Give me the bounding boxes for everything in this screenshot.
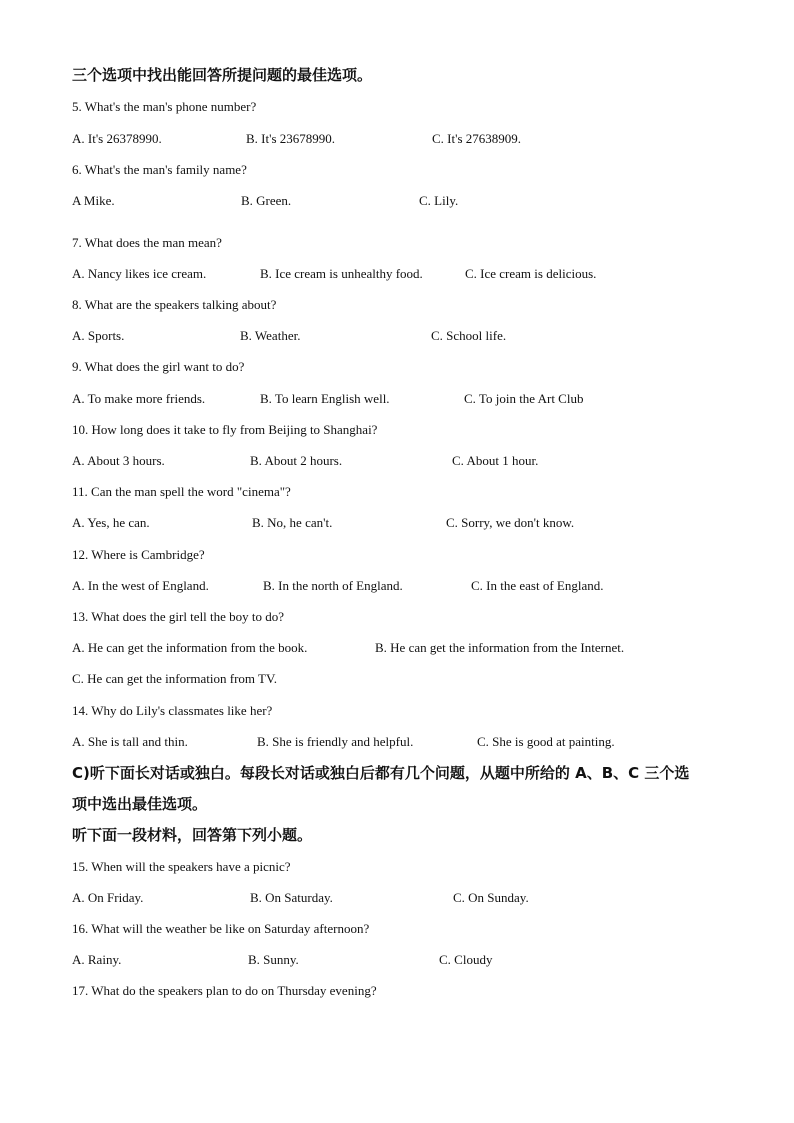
question-15: 15. When will the speakers have a picnic?: [72, 859, 291, 874]
option-b: B. On Saturday.: [250, 890, 333, 905]
option-a: A. It's 26378990.: [72, 131, 162, 146]
question-12: 12. Where is Cambridge?: [72, 547, 205, 562]
option-b: B. No, he can't.: [252, 515, 333, 530]
question-17: 17. What do the speakers plan to do on Thursday evening?: [72, 983, 377, 998]
option-a: A. In the west of England.: [72, 578, 209, 593]
option-a: A. He can get the information from the book.: [72, 640, 308, 655]
section-c-heading-line1: C)听下面长对话或独白。每段长对话或独白后都有几个问题，从题中所给的 A、B、C 三个选: [72, 764, 690, 782]
option-c: C. He can get the information from TV.: [72, 671, 277, 686]
option-b: B. To learn English well.: [260, 391, 390, 406]
option-c: C. To join the Art Club: [464, 391, 584, 406]
section-c-heading-line2: 项中选出最佳选项。: [72, 795, 208, 813]
option-b: B. Green.: [241, 193, 292, 208]
option-b: B. Ice cream is unhealthy food.: [260, 266, 423, 281]
option-b: B. She is friendly and helpful.: [257, 734, 414, 749]
question-9: 9. What does the girl want to do?: [72, 359, 245, 374]
option-b: B. In the north of England.: [263, 578, 403, 593]
option-c: C. Sorry, we don't know.: [446, 515, 575, 530]
option-c: C. On Sunday.: [453, 890, 529, 905]
question-10: 10. How long does it take to fly from Beijing to Shanghai?: [72, 422, 378, 437]
option-c: C. It's 27638909.: [432, 131, 522, 146]
option-a: A. Sports.: [72, 328, 125, 343]
option-c: C. Cloudy: [439, 952, 493, 967]
passage-heading: 听下面一段材料，回答第下列小题。: [72, 826, 313, 844]
option-c: C. Ice cream is delicious.: [465, 266, 597, 281]
question-13: 13. What does the girl tell the boy to do?: [72, 609, 285, 624]
option-a: A Mike.: [72, 193, 115, 208]
option-c: C. Lily.: [419, 193, 459, 208]
question-5: 5. What's the man's phone number?: [72, 99, 257, 114]
option-c: C. She is good at painting.: [477, 734, 615, 749]
question-7: 7. What does the man mean?: [72, 235, 222, 250]
option-a: A. She is tall and thin.: [72, 734, 188, 749]
question-16: 16. What will the weather be like on Saturday afternoon?: [72, 921, 370, 936]
option-a: A. Yes, he can.: [72, 515, 150, 530]
option-c: C. School life.: [431, 328, 507, 343]
option-a: A. Nancy likes ice cream.: [72, 266, 207, 281]
question-14: 14. Why do Lily's classmates like her?: [72, 703, 273, 718]
option-b: B. It's 23678990.: [246, 131, 336, 146]
intro-heading: 三个选项中找出能回答所提问题的最佳选项。: [72, 66, 373, 84]
option-b: B. Weather.: [240, 328, 301, 343]
question-6: 6. What's the man's family name?: [72, 162, 247, 177]
option-a: A. To make more friends.: [72, 391, 206, 406]
option-b: B. He can get the information from the Internet.: [375, 640, 625, 655]
question-11: 11. Can the man spell the word "cinema"?: [72, 484, 291, 499]
question-8: 8. What are the speakers talking about?: [72, 297, 277, 312]
option-c: C. In the east of England.: [471, 578, 604, 593]
option-b: B. Sunny.: [248, 952, 299, 967]
option-c: C. About 1 hour.: [452, 453, 539, 468]
option-a: A. Rainy.: [72, 952, 122, 967]
option-a: A. On Friday.: [72, 890, 144, 905]
option-a: A. About 3 hours.: [72, 453, 165, 468]
option-b: B. About 2 hours.: [250, 453, 343, 468]
